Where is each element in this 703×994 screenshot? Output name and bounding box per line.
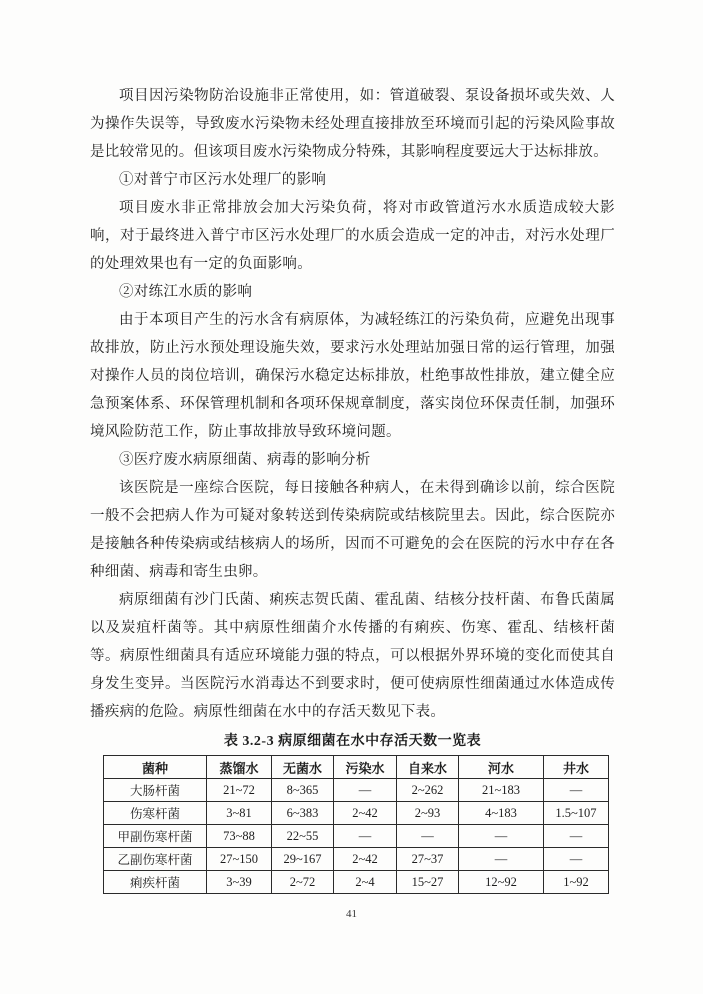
cell: 2~42 (334, 802, 397, 825)
cell: — (459, 825, 544, 848)
cell: 甲副伤寒杆菌 (104, 825, 207, 848)
cell: 2~93 (397, 802, 459, 825)
cell: 8~365 (272, 779, 334, 802)
cell: 22~55 (272, 825, 334, 848)
cell: 2~72 (272, 871, 334, 894)
cell: — (544, 779, 609, 802)
cell: 15~27 (397, 871, 459, 894)
table-row-typhoid (104, 802, 609, 825)
cell: 1.5~107 (544, 802, 609, 825)
cell: 1~92 (544, 871, 609, 894)
header-tap-water: 自来水 (397, 756, 459, 779)
cell: 痢疾杆菌 (104, 871, 207, 894)
pathogen-survival-table (103, 755, 609, 894)
heading-lianjiang-impact: ②对练江水质的影响 (119, 284, 253, 300)
table-title: 表 3.2-3 病原细菌在水中存活天数一览表 (223, 734, 482, 749)
paragraph-lianjiang-impact: 由于本项目产生的污水含有病原体，为减轻练江的污染负荷，应避免出现事故排放，防止污水预处理设施失效，要求污水处理站加强日常的运行管理，加强对操作人员的岗位培训，确保污水稳定达标排放，杜绝事故性排放，建立健全应急预案体系、环保管理机制和各项环保规章制度，落实岗位环保责任制，加强环境风险防范工作，防止事故排放导致环境问题。 (90, 312, 615, 440)
cell: 大肠杆菌 (104, 779, 207, 802)
header-polluted-water: 污染水 (334, 756, 397, 779)
heading-pathogen-analysis: ③医疗废水病原细菌、病毒的影响分析 (119, 452, 371, 468)
cell: 6~383 (272, 802, 334, 825)
cell: 29~167 (272, 848, 334, 871)
cell: 2~4 (334, 871, 397, 894)
paragraph-accident-risk: 项目因污染物防治设施非正常使用，如：管道破裂、泵设备损坏或失效、人为操作失误等，导致废水污染物未经处理直接排放至环境而引起的污染风险事故是比较常见的。但该项目废水污染物成分特殊，其影响程度要远大于达标排放。 (90, 88, 615, 160)
cell: — (544, 848, 609, 871)
heading-wwtp-impact: ①对普宁市区污水处理厂的影响 (119, 172, 327, 188)
header-bacteria-type: 菌种 (104, 756, 207, 779)
cell: 3~81 (207, 802, 272, 825)
cell: 12~92 (459, 871, 544, 894)
cell: 21~183 (459, 779, 544, 802)
table-row-dysentery (104, 871, 609, 894)
document-content (90, 82, 615, 894)
header-sterile-water: 无菌水 (272, 756, 334, 779)
cell: 2~262 (397, 779, 459, 802)
table-row-paratyphoid-b (104, 848, 609, 871)
paragraph-wwtp-impact: 项目废水非正常排放会加大污染负荷，将对市政管道污水水质造成较大影响，对于最终进入普宁市区污水处理厂的水质会造成一定的冲击，对污水处理厂的处理效果也有一定的负面影响。 (90, 200, 615, 272)
paragraph-hospital-pathogens: 该医院是一座综合医院，每日接触各种病人，在未得到确诊以前，综合医院一般不会把病人作为可疑对象转送到传染病院或结核院里去。因此，综合医院亦是接触各种传染病或结核病人的场所，因而不可避免的会在医院的污水中存在各种细菌、病毒和寄生虫卵。 (90, 480, 615, 580)
table-row-paratyphoid-a (104, 825, 609, 848)
cell: — (397, 825, 459, 848)
cell: — (334, 825, 397, 848)
cell: — (459, 848, 544, 871)
cell: 21~72 (207, 779, 272, 802)
cell: 73~88 (207, 825, 272, 848)
cell: 3~39 (207, 871, 272, 894)
table-row-ecoli (104, 779, 609, 802)
paragraph-bacteria-types: 病原细菌有沙门氏菌、痢疾志贺氏菌、霍乱菌、结核分技杆菌、布鲁氏菌属以及炭疽杆菌等。其中病原性细菌介水传播的有痢疾、伤寒、霍乱、结核杆菌等。病原性细菌具有适应环境能力强的特点，可以根据外界环境的变化而使其自身发生变异。当医院污水消毒达不到要求时，便可使病原性细菌通过水体造成传播疾病的危险。病原性细菌在水中的存活天数见下表。 (90, 592, 615, 720)
cell: — (334, 779, 397, 802)
cell: 27~37 (397, 848, 459, 871)
cell: 伤寒杆菌 (104, 802, 207, 825)
cell: 乙副伤寒杆菌 (104, 848, 207, 871)
cell: 27~150 (207, 848, 272, 871)
table-header-row (104, 756, 609, 779)
cell: 4~183 (459, 802, 544, 825)
header-well-water: 井水 (544, 756, 609, 779)
cell: — (544, 825, 609, 848)
page-number: 41 (346, 908, 357, 920)
header-distilled-water: 蒸馏水 (207, 756, 272, 779)
header-river-water: 河水 (459, 756, 544, 779)
cell: 2~42 (334, 848, 397, 871)
